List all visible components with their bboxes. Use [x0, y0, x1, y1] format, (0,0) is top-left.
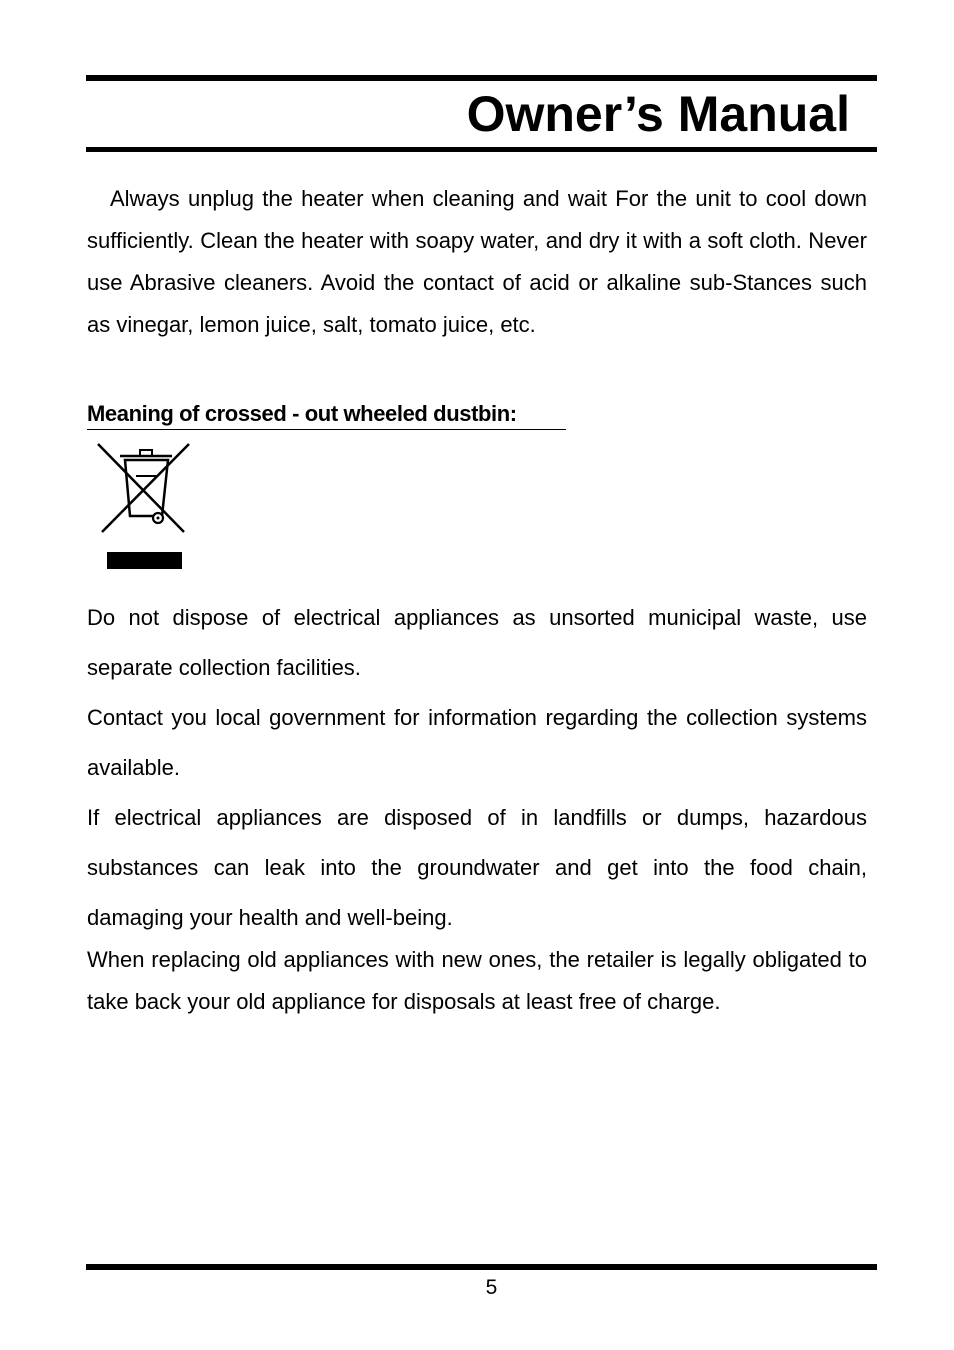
- footer-rule: [86, 1264, 877, 1270]
- header-rule-bottom: [86, 147, 877, 152]
- crossed-out-wheeled-bin-icon: [92, 438, 196, 574]
- page-title: Owner’s Manual: [466, 86, 850, 142]
- page-number: 5: [485, 1276, 498, 1299]
- disposal-paragraph-2: Contact you local government for information regarding the collection systems available.: [87, 705, 867, 780]
- disposal-paragraph-4: When replacing old appliances with new ones, the retailer is legally obligated to take back your old appliance for disposals at least free of charge.: [87, 947, 867, 1014]
- cleaning-paragraph: Always unplug the heater when cleaning and wait For the unit to cool down sufficiently. Clean the heater with soapy water, and dry it with a soft cloth. Never use Abrasive cleaners. Avoid the contact of acid or alkaline sub-Stances such as vinegar, lemon juice, salt, tomato juice, etc.: [87, 186, 867, 337]
- header-rule-top: [86, 75, 877, 81]
- disposal-paragraph-1: Do not dispose of electrical appliances as unsorted municipal waste, use separate collection facilities.: [87, 605, 867, 680]
- disposal-paragraph-3: If electrical appliances are disposed of in landfills or dumps, hazardous substances can leak into the groundwater and get into the food chain, damaging your health and well-being.: [87, 805, 867, 930]
- section-heading: Meaning of crossed - out wheeled dustbin:: [87, 401, 517, 426]
- section-heading-underline: [87, 429, 566, 430]
